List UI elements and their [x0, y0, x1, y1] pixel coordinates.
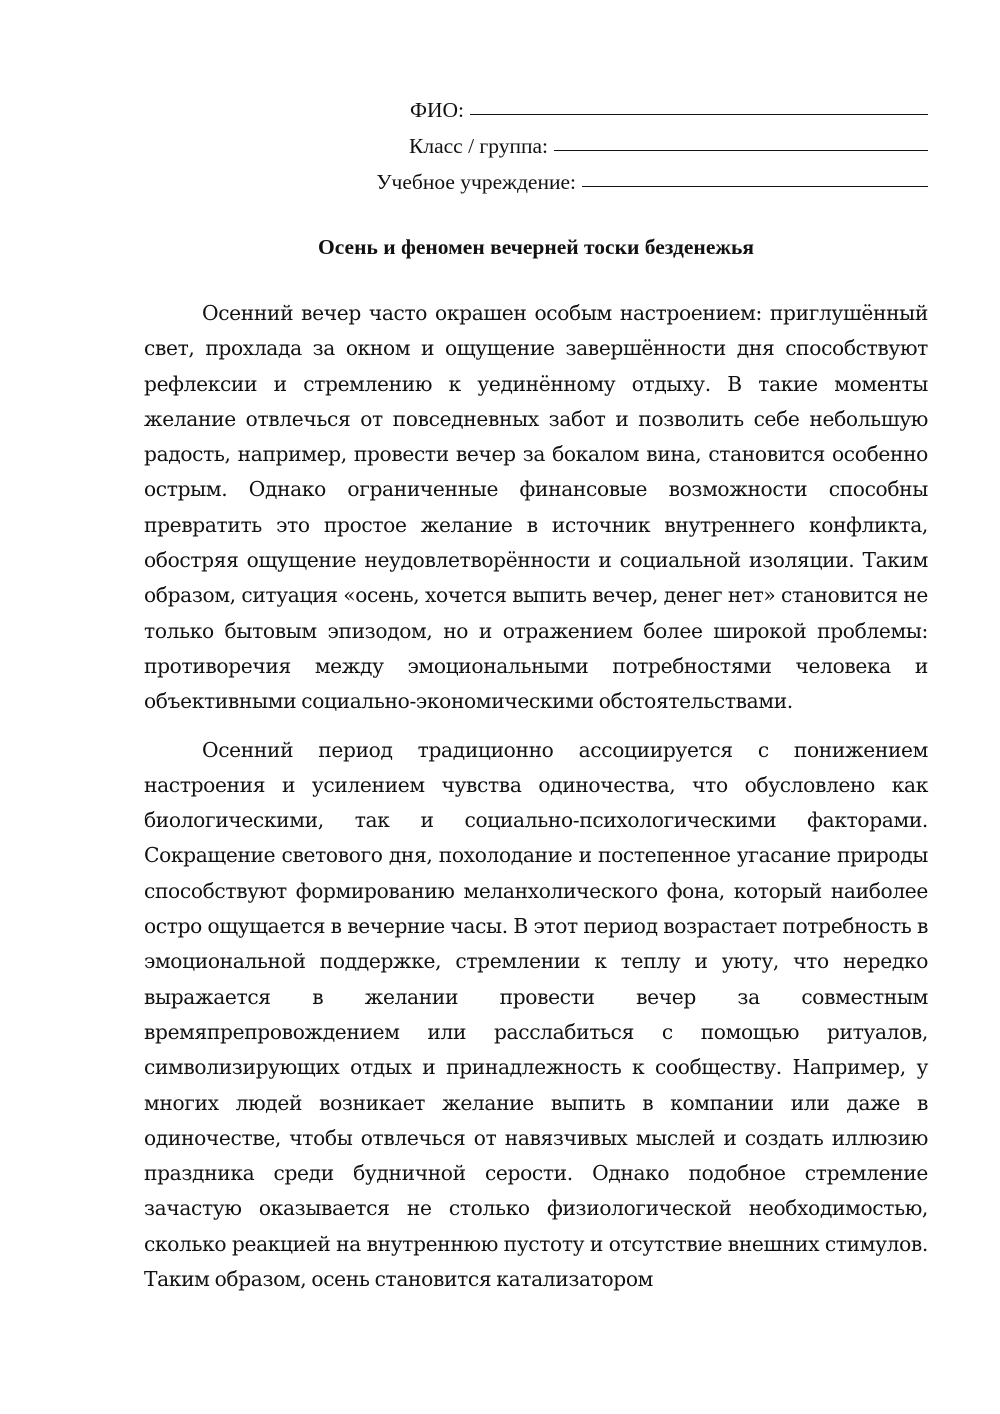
student-info-fields	[0, 92, 928, 200]
class-blank-line[interactable]	[554, 126, 928, 151]
paragraph-1: Осенний вечер часто окрашен особым настроением: приглушённый свет, прохлада за окном и ощущение завершённости дня способствуют рефлексии и стремлению к уединённому отдыху. В такие моменты желание отвлечься от повседневных забот и позволить себе небольшую радость, например, провести вечер за бокалом вина, становится особенно острым. Однако ограниченные финансовые возможности способны превратить это простое желание в источник внутреннего конфликта, обостряя ощущение неудовлетворённости и социальной изоляции. Таким образом, ситуация «осень, хочется выпить вечер, денег нет» становится не только бытовым эпизодом, но и отражением более широкой проблемы: противоречия между эмоциональными потребностями человека и объективными социально-экономическими обстоятельствами.	[144, 301, 928, 714]
school-field	[0, 164, 928, 200]
fio-label: ФИО:	[409, 98, 464, 122]
document-title: Осень и феномен вечерней тоски безденежья	[318, 235, 754, 259]
fio-blank-line[interactable]	[470, 90, 928, 115]
document-body	[144, 296, 928, 1297]
class-field	[0, 128, 928, 164]
fio-field	[0, 92, 928, 128]
school-blank-line[interactable]	[582, 162, 928, 187]
school-label: Учебное учреждение:	[376, 170, 576, 194]
paragraph-2: Осенний период традиционно ассоциируется с понижением настроения и усилением чувства одиночества, что обусловлено как биологическими, так и социально-психологическими факторами. Сокращение светового дня, похолодание и постепенное угасание природы способствуют формированию меланхолического фона, который наиболее остро ощущается в вечерние часы. В этот период возрастает потребность в эмоциональной поддержке, стремлении к теплу и уюту, что нередко выражается в желании провести вечер за совместным времяпрепровождением или расслабиться с помощью ритуалов, символизирующих отдых и принадлежность к сообществу. Например, у многих людей возникает желание выпить в компании или даже в одиночестве, чтобы отвлечься от навязчивых мыслей и создать иллюзию праздника среди будничной серости. Однако подобное стремление зачастую оказывается не столько физиологической необходимостью, сколько реакцией на внутреннюю пустоту и отсутствие внешних стимулов. Таким образом, осень становится катализатором	[144, 737, 928, 1292]
class-label: Класс / группа:	[409, 134, 548, 158]
